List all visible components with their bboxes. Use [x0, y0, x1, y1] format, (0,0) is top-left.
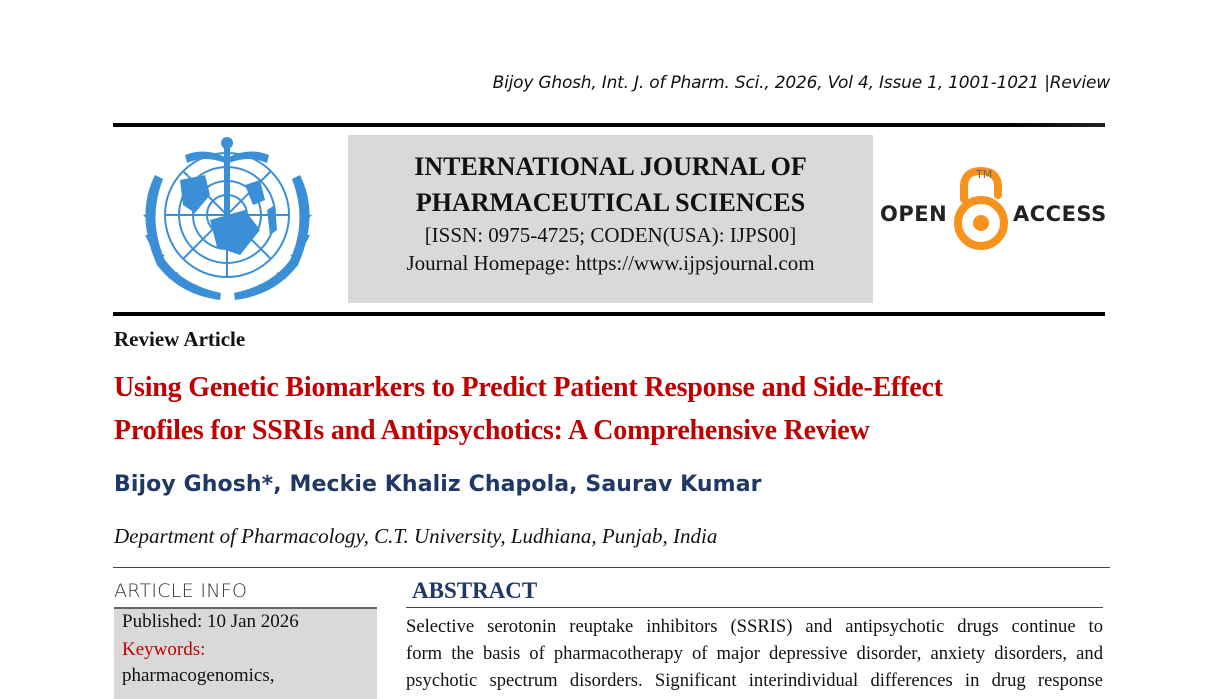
trademark-mark: TM — [976, 168, 993, 181]
abstract-body — [406, 613, 1103, 694]
article-type: Review Article — [114, 327, 246, 351]
abstract-line: psychotic spectrum disorders. Significant interindividual differences in drug response — [406, 670, 1103, 691]
abstract-line: form the basis of pharmacotherapy of major depressive disorder, anxiety disorders, and — [406, 643, 1103, 664]
un-emblem-caduceus-icon — [125, 135, 330, 305]
header-top-rule — [113, 123, 1105, 127]
journal-name-line1: INTERNATIONAL JOURNAL OF — [414, 152, 807, 181]
journal-name — [348, 149, 873, 221]
issn-line: [ISSN: 0975-4725; CODEN(USA): IJPS00] — [424, 223, 797, 247]
article-info-heading: ARTICLE INFO — [114, 580, 248, 602]
keyword-item: pharmacogenomics, — [122, 665, 275, 686]
open-access-logo — [880, 165, 1110, 255]
keywords-label: Keywords: — [122, 639, 206, 660]
abstract-rule — [406, 607, 1103, 608]
journal-homepage: Journal Homepage: https://www.ijpsjournal.com — [406, 251, 815, 275]
open-access-access-text: ACCESS — [1013, 202, 1107, 226]
un-emblem-logo — [125, 135, 330, 305]
article-title — [114, 366, 1114, 452]
article-title-line2: Profiles for SSRIs and Antipsychotics: A Comprehensive Review — [114, 415, 870, 446]
journal-name-line2: PHARMACEUTICAL SCIENCES — [415, 188, 806, 217]
open-access-open-text: OPEN — [880, 202, 948, 226]
running-head: Bijoy Ghosh, Int. J. of Pharm. Sci., 2026, Vol 4, Issue 1, 1001-1021 |Review — [492, 73, 1110, 93]
abstract-heading: ABSTRACT — [412, 578, 538, 603]
section-divider — [113, 567, 1110, 568]
abstract-line: Selective serotonin reuptake inhibitors (SSRIS) and antipsychotic drugs continue to — [406, 616, 1103, 637]
author-affiliation: Department of Pharmacology, C.T. University, Ludhiana, Punjab, India — [114, 524, 718, 548]
article-title-line1: Using Genetic Biomarkers to Predict Patient Response and Side-Effect — [114, 372, 943, 403]
author-list: Bijoy Ghosh*, Meckie Khaliz Chapola, Saurav Kumar — [114, 472, 762, 497]
journal-masthead — [348, 135, 873, 303]
article-info-box — [114, 609, 377, 699]
published-date: Published: 10 Jan 2026 — [122, 611, 299, 632]
header-bottom-rule — [113, 312, 1105, 316]
